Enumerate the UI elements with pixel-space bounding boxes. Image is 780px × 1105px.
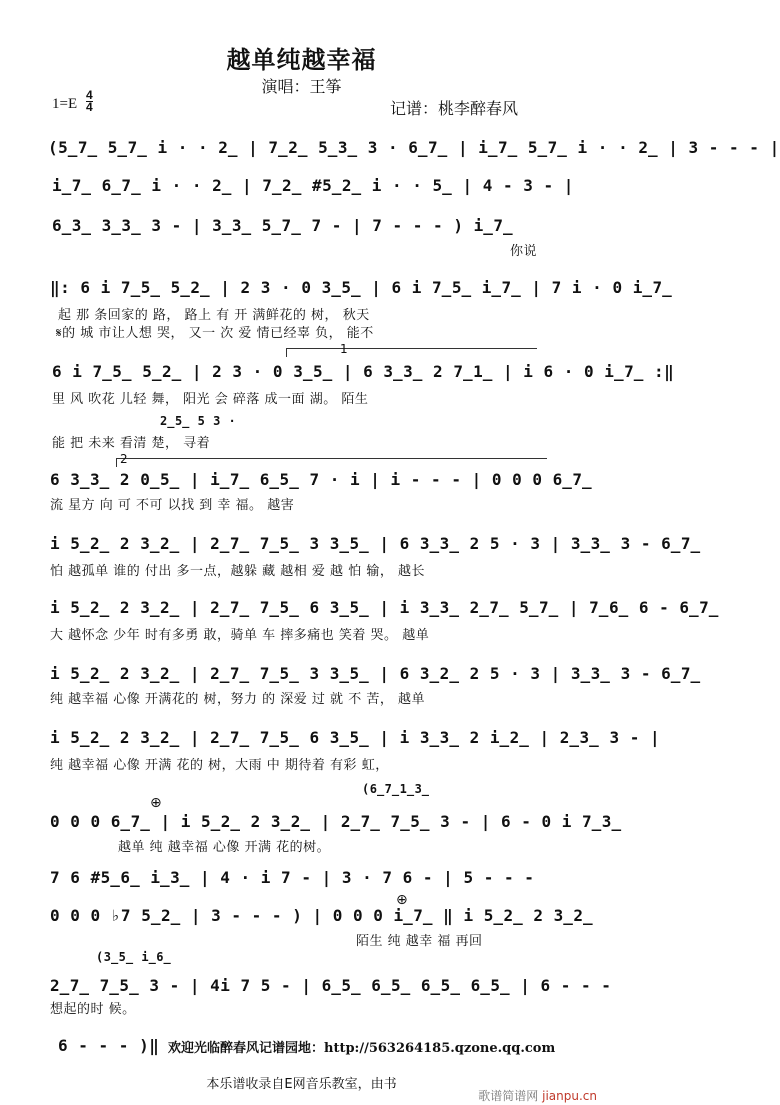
lyric-row-4a: 起 那 条回家的 路， 路上 有 开 满鲜花的 树， 秋天 — [58, 308, 370, 323]
notation-row-15: 6 - - - )‖ — [58, 1036, 160, 1055]
notation-row-9: i 5̲2̲ 2 3̲2̲ | 2̲7̲ 7̲5̲ 3 3̲5̲ | 6 3̲2̲ 2 5 · 3 | 3̲3̲ 3 - 6̲7̲ — [50, 664, 701, 683]
notation-row-12: 7 6 #5̲6̲ i̲3̲ | 4 · i 7 - | 3 · 7 6 - | 5 - - - — [50, 868, 535, 887]
notation-row-13: 0 0 0 ♭7 5̲2̲ | 3 - - - ) | 0 0 0 i̲7̲ ‖ i 5̲2̲ 2 3̲2̲ — [50, 906, 594, 925]
lyric-row-8: 大 越怀念 少年 时有多勇 敢，骑单 车 摔多痛也 笑着 哭。 越单 — [50, 628, 430, 643]
segno-top-1: ⊕ — [150, 795, 162, 811]
source-line: 本乐谱收录自E网音乐教室，由书 — [206, 1077, 397, 1092]
lyric-row-10: 纯 越幸福 心像 开满 花的 树，大雨 中 期待着 有彩 虹， — [50, 758, 389, 773]
notation-row-14: 2̲7̲ 7̲5̲ 3 - | 4i 7 5 - | 6̲5̲ 6̲5̲ 6̲5̲ 6̲5̲ | 6 - - - — [50, 976, 612, 995]
welcome-line: 欢迎光临醉春风记谱园地：http://563264185.qzone.qq.com — [168, 1041, 556, 1056]
volta-1-label: 1 — [340, 342, 348, 356]
notation-row-11: 0 0 0 6̲7̲ | i 5̲2̲ 2 3̲2̲ | 2̲7̲ 7̲5̲ 3 - | 6 - 0 i 7̲3̲ — [50, 812, 622, 831]
lyric-row-7: 怕 越孤单 谁的 付出 多一点，越躲 藏 越相 爱 越 怕 输， 越长 — [50, 564, 425, 579]
time-signature — [86, 90, 93, 113]
alt-notes-6713: (6̲7̲1̲3̲ — [362, 782, 430, 796]
time-signature-top: 4 — [86, 88, 93, 102]
notation-row-3: 6̲3̲ 3̲3̲ 3 - | 3̲3̲ 5̲7̲ 7 - | 7 - - - ) i̲7̲ — [52, 216, 514, 235]
lyric-row-11: 越单 纯 越幸福 心像 开满 花的树。 — [118, 840, 331, 855]
transcriber-credit: 记谱：桃李醉春风 — [390, 99, 519, 118]
volta-1-bracket — [286, 348, 537, 357]
segno-top-2: ⊕ — [396, 892, 408, 908]
lyric-row-6: 流 星方 向 可 不可 以找 到 幸 福。 越害 — [50, 498, 295, 513]
notation-row-6: 6 3̲3̲ 2 0̲5̲ | i̲7̲ 6̲5̲ 7 · i | i - - - | 0 0 0 6̲7̲ — [50, 470, 593, 489]
watermark-text: 歌谱简谱网 — [478, 1089, 539, 1103]
lyric-row-13: 陌生 纯 越幸 福 再回 — [356, 934, 483, 949]
alt-notes-25-53: 2̲5̲ 5 3 · — [160, 414, 237, 428]
watermark — [478, 1087, 597, 1104]
notation-row-10: i 5̲2̲ 2 3̲2̲ | 2̲7̲ 7̲5̲ 6 3̲5̲ | i 3̲3̲ 2 i̲2̲ | 2̲3̲ 3 - | — [50, 728, 661, 747]
volta-2-bracket — [116, 458, 547, 467]
notation-row-7: i 5̲2̲ 2 3̲2̲ | 2̲7̲ 7̲5̲ 3 3̲5̲ | 6 3̲3̲ 2 5 · 3 | 3̲3̲ 3 - 6̲7̲ — [50, 534, 701, 553]
lyric-row-5a: 里 风 吹花 儿轻 舞， 阳光 会 碎落 成一面 湖。 陌生 — [52, 392, 369, 407]
lyric-row-4b: 𝄋的 城 市让人想 哭， 又一 次 爱 情已经辜 负， 能不 — [56, 326, 374, 341]
lyric-row-9: 纯 越幸福 心像 开满花的 树，努力 的 深爱 过 就 不 苦， 越单 — [50, 692, 425, 707]
watermark-url: jianpu.cn — [542, 1089, 597, 1103]
singer-credit: 演唱：王筝 — [261, 77, 342, 96]
alt-notes-35-16: (3̲5̲ i̲6̲ — [96, 950, 172, 964]
time-signature-bottom: 4 — [86, 100, 93, 114]
notation-row-4: ‖: 6 i 7̲5̲ 5̲2̲ | 2 3 · 0 3̲5̲ | 6 i 7̲5̲ i̲7̲ | 7 i · 0 i̲7̲ — [50, 278, 673, 297]
score-title: 越单纯越幸福 — [226, 45, 377, 74]
key-signature: 1=E — [52, 96, 78, 112]
notation-row-8: i 5̲2̲ 2 3̲2̲ | 2̲7̲ 7̲5̲ 6 3̲5̲ | i 3̲3̲ 2̲7̲ 5̲7̲ | 7̲6̲ 6 - 6̲7̲ — [50, 598, 719, 617]
notation-row-2: i̲7̲ 6̲7̲ i · · 2̲ | 7̲2̲ #5̲2̲ i · · 5̲ | 4 - 3 - | — [52, 176, 574, 195]
lyric-row-5b: 能 把 未来 看清 楚， 寻着 — [52, 436, 211, 451]
notation-row-1: (5̲7̲ 5̲7̲ i · · 2̲ | 7̲2̲ 5̲3̲ 3 · 6̲7̲ | i̲7̲ 5̲7̲ i · · 2̲ | 3 - - - | — [48, 138, 780, 157]
lyric-row-3: 你说 — [510, 244, 538, 259]
lyric-row-14: 想起的时 候。 — [50, 1002, 136, 1017]
volta-2-label: 2 — [120, 452, 128, 466]
notation-row-5: 6 i 7̲5̲ 5̲2̲ | 2 3 · 0 3̲5̲ | 6 3̲3̲ 2 7̲1̲ | i 6 · 0 i̲7̲ :‖ — [52, 362, 675, 381]
